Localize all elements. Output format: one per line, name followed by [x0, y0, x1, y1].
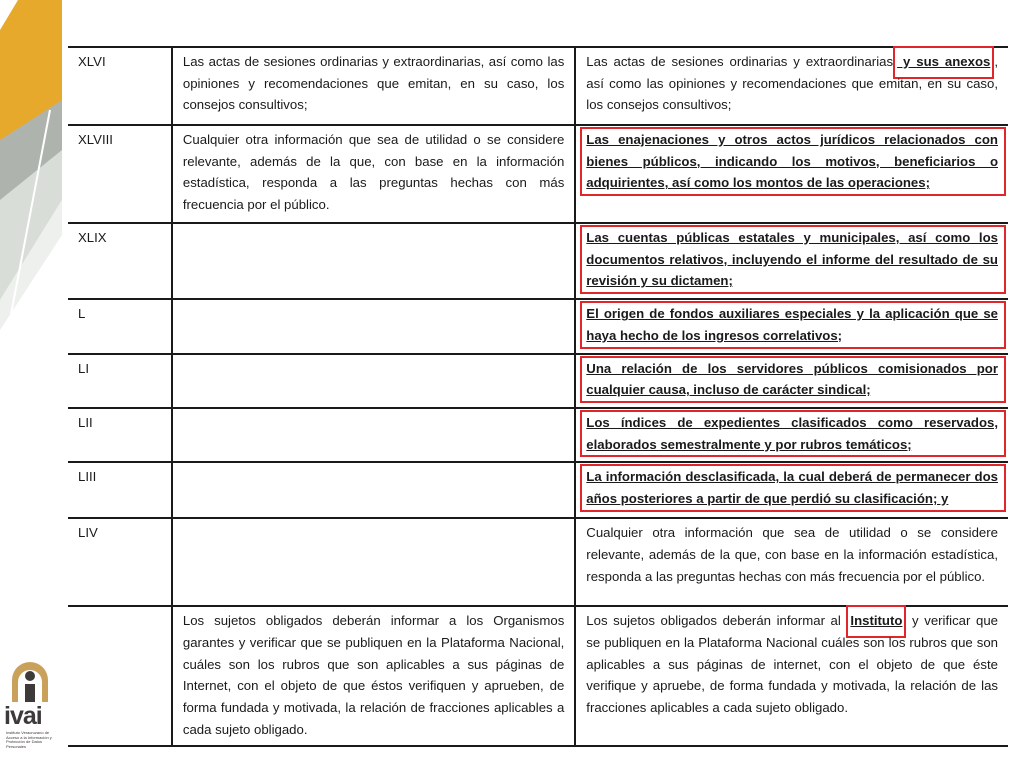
- added-text-highlight: Instituto: [846, 605, 906, 638]
- added-text-highlight: y sus anexos: [893, 46, 994, 79]
- table-row: [68, 606, 1008, 746]
- reform-text: Cualquier otra información que sea de utilidad o se considere relevante, además de la que, con base en la información estadística, responda a las preguntas hechas con más frecuencia por el público.: [575, 518, 1008, 606]
- previous-text: Las actas de sesiones ordinarias y extraordinarias, así como las opiniones y recomendaciones que emitan, en su caso, los consejos consultivos;: [172, 47, 575, 125]
- fraction-number: XLIX: [68, 223, 172, 299]
- fraction-number: LIV: [68, 518, 172, 606]
- reform-text: [575, 354, 1008, 408]
- fraction-number: LII: [68, 408, 172, 462]
- previous-text: [172, 354, 575, 408]
- previous-text: [172, 408, 575, 462]
- decorative-band: [0, 0, 62, 768]
- added-text-highlight: Las cuentas públicas estatales y municipales, así como los documentos relativos, incluyendo el informe del resultado de su revisión y su dictamen;: [580, 225, 1006, 294]
- added-text-highlight: Una relación de los servidores públicos comisionados por cualquier causa, incluso de carácter sindical;: [580, 356, 1006, 403]
- previous-text: Los sujetos obligados deberán informar a los Organismos garantes y verificar que se publiquen en la Plataforma Nacional, cuáles son los rubros que son aplicables a sus páginas de Internet, con el objeto de que éstos verifiquen y aprueben, de forma fundada y motivada, la relación de fracciones aplicables a cada sujeto obligado.: [172, 606, 575, 746]
- previous-text: Cualquier otra información que sea de utilidad o se considere relevante, además de la que, con base en la información estadística, responda a las preguntas hechas con más frecuencia por el público.: [172, 125, 575, 223]
- added-text-highlight: El origen de fondos auxiliares especiales y la aplicación que se haya hecho de los ingresos correlativos;: [580, 301, 1006, 348]
- previous-text: [172, 462, 575, 518]
- table-row: [68, 462, 1008, 518]
- band-shapes: [0, 0, 62, 768]
- reform-text: [575, 223, 1008, 299]
- fraction-number: L: [68, 299, 172, 353]
- table-row: [68, 518, 1008, 606]
- table-row: [68, 408, 1008, 462]
- logo-subtitle: Instituto Veracruzano de Acceso a la Información y Protección de Datos Personales: [6, 730, 52, 749]
- previous-text: [172, 223, 575, 299]
- table-row: [68, 125, 1008, 223]
- reform-text: [575, 408, 1008, 462]
- reform-text-end: , así como las opiniones y recomendaciones que emitan, en su caso, los consejos consultivos;: [586, 54, 999, 113]
- reform-text-start: Las actas de sesiones ordinarias y extraordinarias: [586, 54, 894, 69]
- table-row: [68, 223, 1008, 299]
- added-text-highlight: Los índices de expedientes clasificados como reservados, elaborados semestralmente y por rubros temáticos;: [580, 410, 1006, 457]
- reform-text: [575, 606, 1008, 746]
- reform-text-end: y verificar que se publiquen en la Plataforma Nacional cuáles son los rubros que son aplicables a sus páginas de internet, con el objeto de que éste verifique y apruebe, de forma fundada y motivada, la relación de las fracciones aplicables a cada sujeto obligado.: [586, 613, 998, 716]
- added-text-highlight: Las enajenaciones y otros actos jurídicos relacionados con bienes públicos, indicando los motivos, beneficiarios o adquirientes, así como los montos de las operaciones;: [580, 127, 1006, 196]
- fraction-number: LI: [68, 354, 172, 408]
- comparison-table: [68, 46, 1008, 747]
- reform-text: [575, 125, 1008, 223]
- reform-text-start: Los sujetos obligados deberán informar al: [586, 613, 847, 629]
- fraction-number: XLVI: [68, 47, 172, 125]
- table-row: [68, 299, 1008, 353]
- table-row: [68, 47, 1008, 125]
- fraction-number: XLVIII: [68, 125, 172, 223]
- reform-text: [575, 299, 1008, 353]
- previous-text: [172, 518, 575, 606]
- reform-text: [575, 462, 1008, 518]
- logo-wordmark: ivai: [4, 702, 42, 730]
- reform-text: [575, 47, 1008, 125]
- previous-text: [172, 299, 575, 353]
- fraction-number: [68, 606, 172, 746]
- added-text-highlight: La información desclasificada, la cual deberá de permanecer dos años posteriores a partir de que perdió su clasificación; y: [580, 464, 1006, 511]
- table-row: [68, 354, 1008, 408]
- fraction-number: LIII: [68, 462, 172, 518]
